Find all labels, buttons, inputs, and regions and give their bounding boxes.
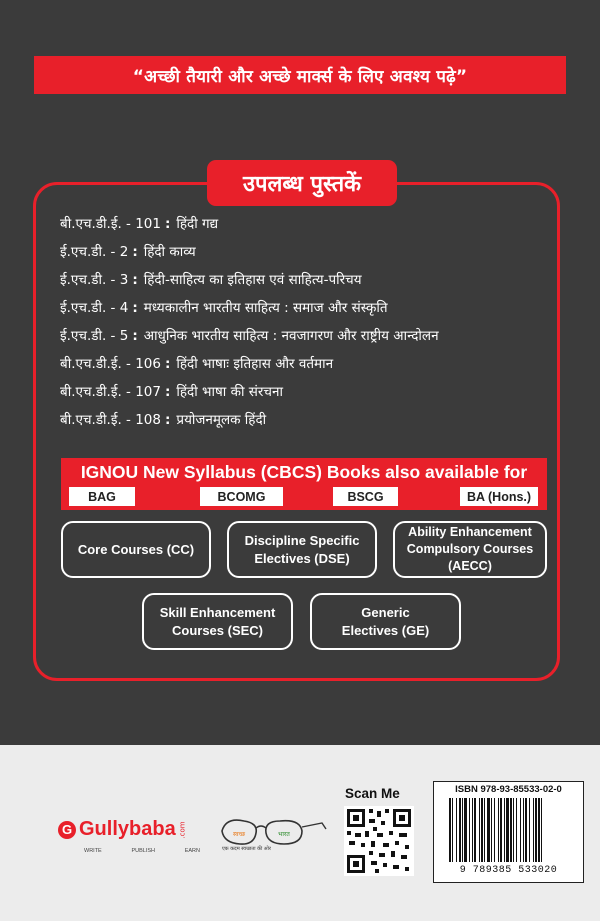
program-label-bag: BAG xyxy=(69,487,135,506)
barcode-bar xyxy=(533,798,534,862)
barcode-bar xyxy=(452,798,453,862)
barcode-bar xyxy=(491,798,492,862)
course-sec: Skill Enhancement Courses (SEC) xyxy=(142,593,293,650)
barcode-bar xyxy=(535,798,537,862)
barcode-bar xyxy=(541,798,542,862)
colon: : xyxy=(132,328,138,344)
course-aecc: Ability Enhancement Compulsory Courses (AECC) xyxy=(393,521,547,578)
swachh-right-text: भारत xyxy=(278,831,290,838)
program-label-bcomg: BCOMG xyxy=(200,487,283,506)
colon: : xyxy=(132,300,138,316)
barcode-bar xyxy=(479,798,480,862)
publisher-logo xyxy=(58,818,191,841)
swachh-bharat-glasses-icon xyxy=(218,813,328,847)
book-item xyxy=(60,298,388,316)
colon: : xyxy=(164,216,171,232)
book-title: प्रयोजनमूलक हिंदी xyxy=(176,412,267,428)
tagline-banner: “अच्छी तैयारी और अच्छे मार्क्स के लिए अवश्य पढ़े” xyxy=(34,56,566,94)
barcode-bar xyxy=(494,798,495,862)
barcode-bar xyxy=(449,798,451,862)
colon: : xyxy=(132,244,138,260)
tag-write: WRITE xyxy=(84,848,102,854)
barcode-bar xyxy=(513,798,514,862)
barcode-bar xyxy=(469,798,470,862)
colon: : xyxy=(164,412,171,428)
barcode-bar xyxy=(462,798,463,862)
colon: : xyxy=(132,272,138,288)
isbn-digits: 9 789385 533020 xyxy=(459,865,558,876)
book-item xyxy=(60,214,218,232)
barcode-bar xyxy=(456,798,457,862)
tag-publish: PUBLISH xyxy=(131,848,155,854)
book-item xyxy=(60,242,196,260)
tag-earn: EARN xyxy=(184,848,200,854)
barcode-bar xyxy=(520,798,521,862)
book-item xyxy=(60,270,362,288)
book-title: हिंदी भाषाः इतिहास और वर्तमान xyxy=(176,356,334,372)
barcode-icon xyxy=(448,798,573,862)
barcode-bar xyxy=(516,798,517,862)
book-code: ई.एच.डी. - 3 xyxy=(60,272,129,288)
book-title: हिंदी काव्य xyxy=(143,244,196,260)
book-item xyxy=(60,410,266,428)
barcode-bar xyxy=(464,798,467,862)
barcode-bar xyxy=(504,798,505,862)
barcode-bar xyxy=(538,798,540,862)
syllabus-heading: IGNOU New Syllabus (CBCS) Books also available for xyxy=(80,462,528,482)
g-logo-icon: G xyxy=(58,821,76,839)
program-label-bscg: BSCG xyxy=(333,487,398,506)
book-title: हिंदी गद्य xyxy=(176,216,219,232)
barcode-bar xyxy=(498,798,499,862)
book-title: हिंदी भाषा की संरचना xyxy=(176,384,283,400)
barcode-bar xyxy=(525,798,527,862)
book-code: बी.एच.डी.ई. - 106 xyxy=(60,356,161,372)
barcode-bar xyxy=(472,798,473,862)
book-code: बी.एच.डी.ई. - 107 xyxy=(60,384,161,400)
barcode-bar xyxy=(487,798,490,862)
colon: : xyxy=(164,384,171,400)
barcode-bar xyxy=(529,798,530,862)
isbn-barcode-box xyxy=(433,781,584,883)
barcode-bar xyxy=(523,798,524,862)
barcode-bar xyxy=(500,798,502,862)
barcode-bar xyxy=(459,798,461,862)
available-books-title: उपलब्ध पुस्तकें xyxy=(207,160,397,206)
scan-me-label: Scan Me xyxy=(345,786,400,801)
barcode-bar xyxy=(510,798,512,862)
swachh-left-text: स्वच्छ xyxy=(232,831,246,838)
swachh-caption: एक कदम स्वच्छता की ओर xyxy=(222,846,271,852)
book-code: ई.एच.डी. - 2 xyxy=(60,244,129,260)
book-code: बी.एच.डी.ई. - 101 xyxy=(60,216,161,232)
barcode-bar xyxy=(484,798,485,862)
publisher-domain: .com xyxy=(178,820,187,839)
barcode-bar xyxy=(474,798,476,862)
book-item xyxy=(60,354,333,372)
course-ge: Generic Electives (GE) xyxy=(310,593,461,650)
program-label-ba-hons: BA (Hons.) xyxy=(460,487,538,506)
book-item xyxy=(60,382,283,400)
book-code: ई.एच.डी. - 4 xyxy=(60,300,129,316)
barcode-bar xyxy=(506,798,509,862)
course-dse: Discipline Specific Electives (DSE) xyxy=(227,521,377,578)
book-title: मध्यकालीन भारतीय साहित्य : समाज और संस्कृति xyxy=(143,300,388,316)
book-code: बी.एच.डी.ई. - 108 xyxy=(60,412,161,428)
book-code: ई.एच.डी. - 5 xyxy=(60,328,129,344)
book-item xyxy=(60,326,439,344)
qr-code-icon xyxy=(344,806,414,876)
colon: : xyxy=(164,356,171,372)
publisher-name: Gullybaba xyxy=(79,818,176,840)
course-core: Core Courses (CC) xyxy=(61,521,211,578)
book-title: हिंदी-साहित्य का इतिहास एवं साहित्य-परिचय xyxy=(143,272,362,288)
barcode-bar xyxy=(481,798,483,862)
publisher-tagline xyxy=(84,848,200,854)
isbn-label: ISBN 978-93-85533-02-0 xyxy=(455,784,562,795)
book-title: आधुनिक भारतीय साहित्य : नवजागरण और राष्ट्रीय आन्दोलन xyxy=(143,328,439,344)
